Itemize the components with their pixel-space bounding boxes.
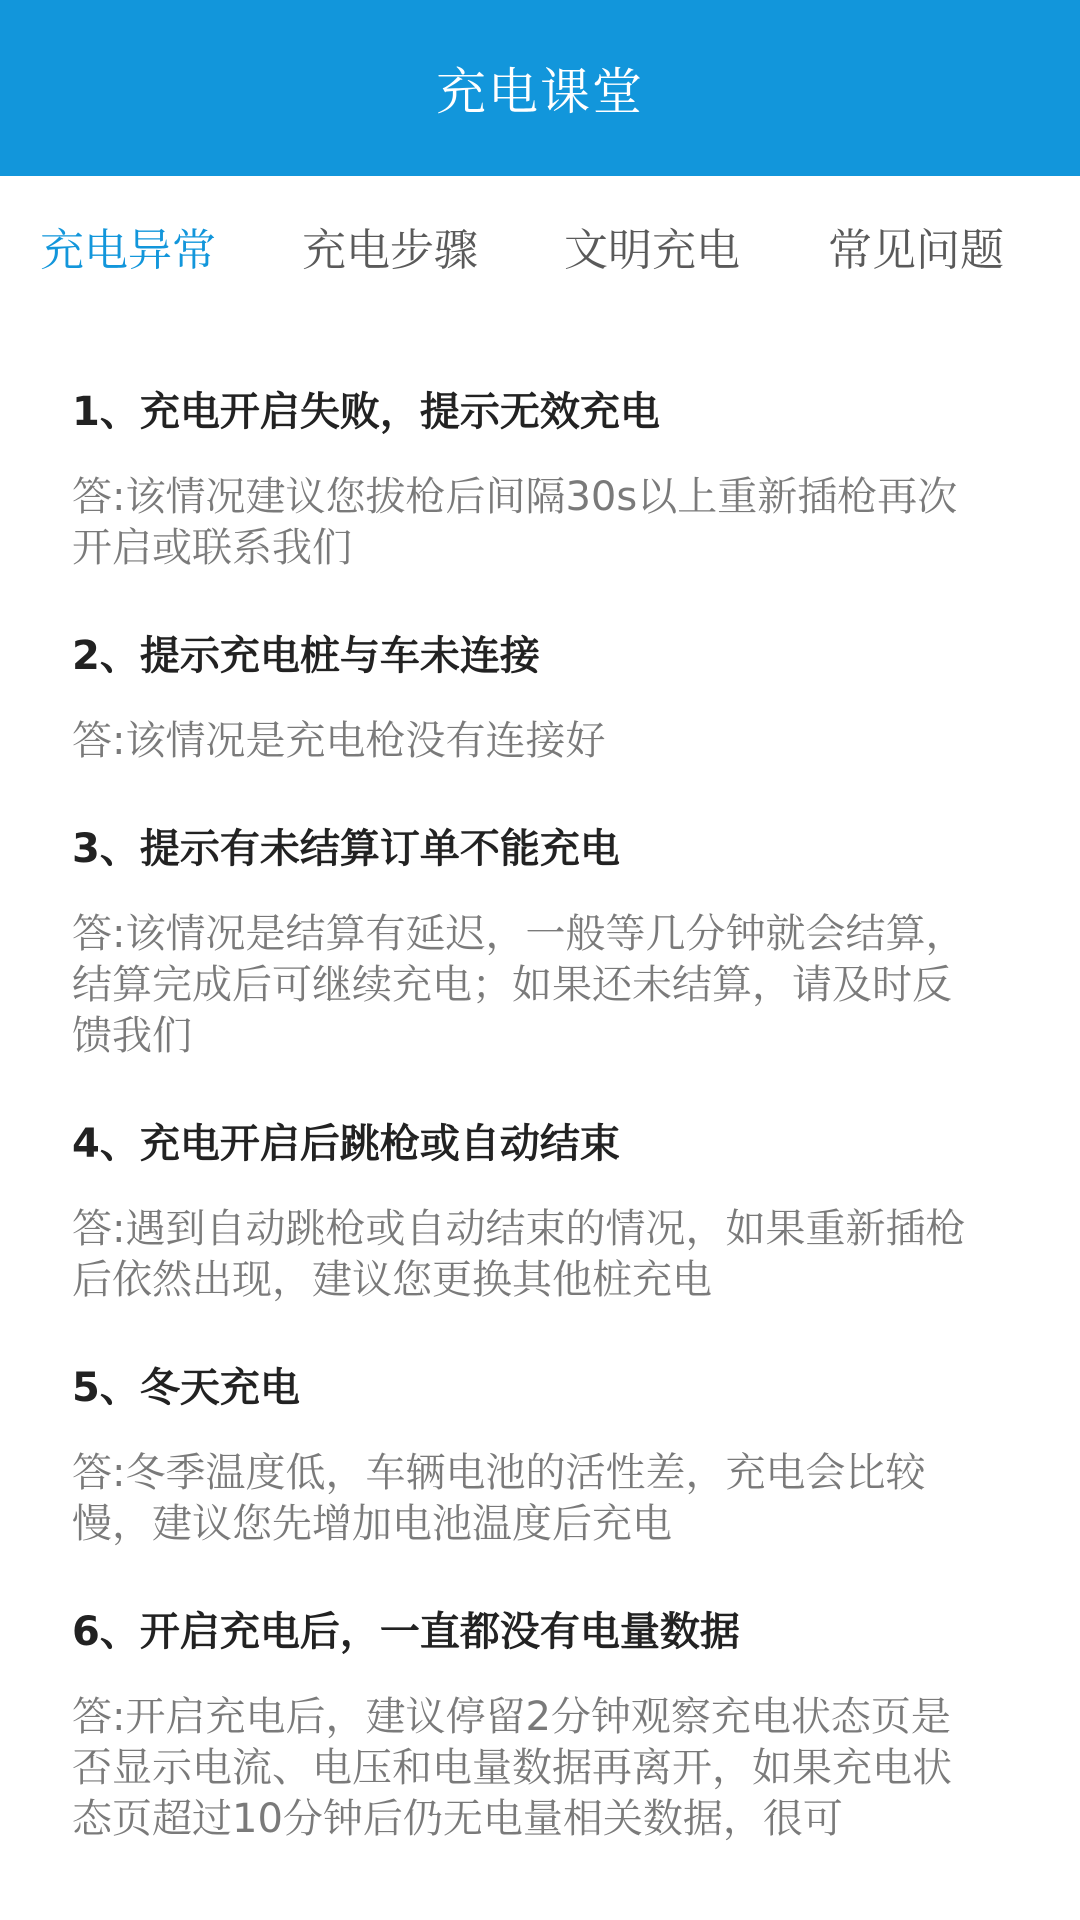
faq-question: 3、提示有未结算订单不能充电 <box>72 826 620 872</box>
faq-question: 2、提示充电桩与车未连接 <box>72 633 540 679</box>
faq-question: 6、开启充电后，一直都没有电量数据 <box>72 1609 740 1655</box>
faq-answer: 答:开启充电后，建议停留2分钟观察充电状态页是否显示电流、电压和电量数据再离开，如果充电状态页超过10分钟后仍无电量相关数据，很可 <box>72 1694 952 1842</box>
faq-answer: 答:该情况建议您拔枪后间隔30s以上重新插枪再次开启或联系我们 <box>72 474 958 571</box>
page-title: 充电课堂 <box>436 63 644 121</box>
faq-answer: 答:遇到自动跳枪或自动结束的情况，如果重新插枪后依然出现，建议您更换其他桩充电 <box>72 1206 966 1303</box>
faq-item <box>72 386 1002 574</box>
tab-bar <box>0 176 1080 316</box>
faq-item <box>72 1362 1002 1550</box>
tab-charging-steps[interactable]: 充电步骤 <box>302 225 478 276</box>
tab-faq[interactable]: 常见问题 <box>828 225 1004 276</box>
faq-item <box>72 630 1002 767</box>
faq-item <box>72 823 1002 1062</box>
faq-content[interactable] <box>0 316 1080 1920</box>
app-bar <box>0 0 1080 176</box>
tab-charging-abnormal[interactable]: 充电异常 <box>40 225 216 276</box>
faq-item <box>72 1606 1002 1845</box>
faq-item <box>72 1118 1002 1306</box>
tab-civilized-charging[interactable]: 文明充电 <box>564 225 740 276</box>
faq-answer: 答:该情况是结算有延迟，一般等几分钟就会结算，结算完成后可继续充电；如果还未结算，请及时反馈我们 <box>72 911 966 1059</box>
faq-answer: 答:冬季温度低，车辆电池的活性差，充电会比较慢，建议您先增加电池温度后充电 <box>72 1450 926 1547</box>
faq-question: 5、冬天充电 <box>72 1365 300 1411</box>
faq-answer: 答:该情况是充电枪没有连接好 <box>72 718 606 764</box>
faq-list <box>72 386 1002 1901</box>
faq-question: 1、充电开启失败，提示无效充电 <box>72 389 660 435</box>
faq-question: 4、充电开启后跳枪或自动结束 <box>72 1121 620 1167</box>
